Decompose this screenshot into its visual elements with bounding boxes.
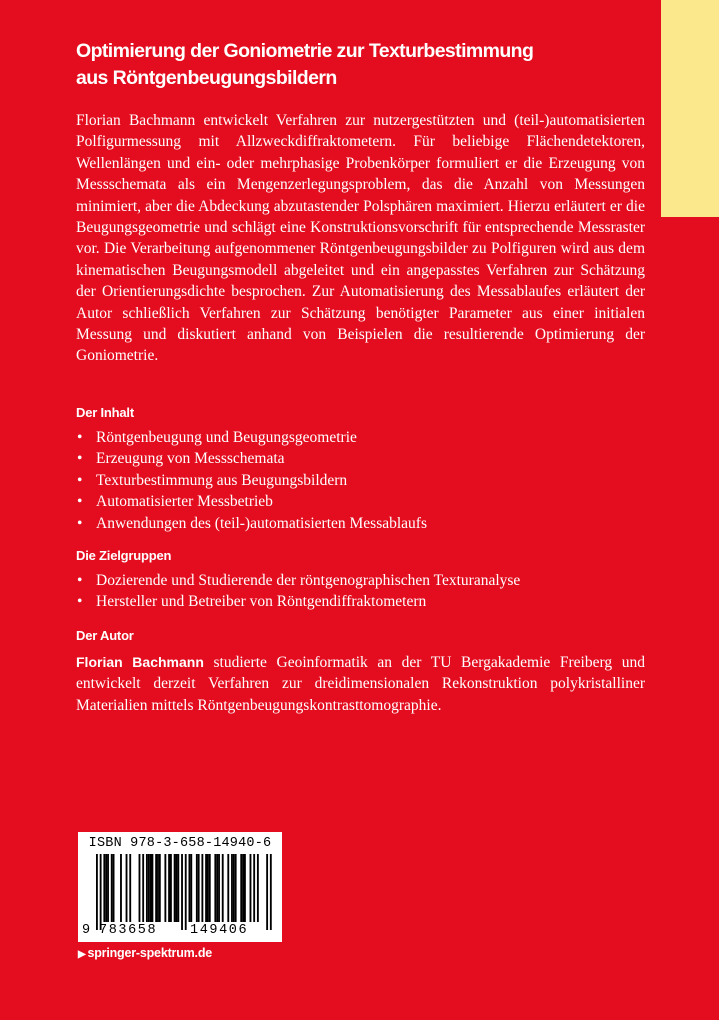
ean-left-digits: 783658 <box>99 923 158 938</box>
barcode-bar <box>105 854 107 922</box>
barcode-bar <box>100 854 102 930</box>
list-item: • Erzeugung von Messschemata <box>76 448 427 469</box>
barcode-bar <box>201 854 203 922</box>
barcode-bar <box>150 854 152 922</box>
barcode-bar <box>181 854 183 930</box>
audience-list <box>76 570 520 613</box>
barcode-bar <box>176 854 178 922</box>
barcode-bar <box>152 854 154 922</box>
barcode-bar <box>250 854 252 922</box>
barcode-bar <box>218 854 220 922</box>
barcode-bar <box>253 854 255 922</box>
barcode-bar <box>242 854 244 922</box>
content-list <box>76 427 427 534</box>
barcode-bar <box>227 854 229 922</box>
barcode-bar <box>190 854 192 922</box>
barcode-bar <box>159 854 161 922</box>
barcode-bar <box>233 854 235 922</box>
list-item: • Hersteller und Betreiber von Röntgendiffraktometern <box>76 591 520 612</box>
author-bio-text: studierte Geoinformatik an der TU Bergakademie Freiberg und entwickelt derzeit Verfahren zur dreidimensionalen Rekonstruktion polykristalliner Materialien mittels Röntgenbeugungskontrasttomographie. <box>76 654 645 714</box>
audience-heading: Die Zielgruppen <box>76 548 172 563</box>
author-bio <box>76 652 645 716</box>
barcode-bar <box>196 854 198 922</box>
title-line-2: aus Röntgenbeugungsbildern <box>76 67 337 89</box>
barcode-bar <box>207 854 209 922</box>
barcode-bar <box>189 854 191 922</box>
yellow-color-tab <box>661 0 719 217</box>
barcode-bar <box>240 854 242 922</box>
bullet-glyph: • <box>77 429 83 446</box>
barcode-bar <box>174 854 176 922</box>
list-item: • Automatisierter Messbetrieb <box>76 491 427 512</box>
barcode-bar <box>177 854 179 922</box>
barcode-bar <box>270 854 272 930</box>
author-name: Florian Bachmann <box>76 654 204 670</box>
author-heading: Der Autor <box>76 628 134 643</box>
isbn-label: ISBN 978-3-658-14940-6 <box>88 836 272 851</box>
barcode-bar <box>126 854 128 922</box>
barcode-bar <box>103 854 105 922</box>
book-description: Florian Bachmann entwickelt Verfahren zur nutzergestützten und (teil-)automatisierten Polfigurmessung mit Allzweckdiffraktometern. Für beliebige Flächendetektoren, Wellenlängen und ein- oder mehrphasige Probenkörper formuliert er die Erzeugung von Messschemata als ein Mengenzerlegungsproblem, das die Anzahl von Messungen minimiert, aber die Abdeckung abzutastender Polsphären maximiert. Hierzu erläutert er die Beugungsgeometrie und schlägt eine Konstruktionsvorschrift für entsprechende Messraster vor. Die Verarbeitung aufgenommener Röntgenbeugungsbilder zu Polfiguren wird aus dem kinematischen Beugungsmodell abgeleitet und ein angepasstes Verfahren zur Schätzung der Orientierungsdichte besprochen. Zur Automatisierung des Messablaufes erläutert der Autor schließlich Verfahren zur Schätzung benötigter Parameter aus einer initialen Messung und diskutiert anhand von Beispielen die resultierende Optimierung der Goniometrie. <box>76 112 645 365</box>
barcode-bar <box>222 854 224 922</box>
list-item: • Texturbestimmung aus Beugungsbildern <box>76 470 427 491</box>
list-item: • Anwendungen des (teil-)automatisierten Messablaufs <box>76 513 427 534</box>
barcode-bar <box>235 854 237 922</box>
barcode-bar <box>142 854 144 922</box>
ean-right-digits: 149406 <box>190 923 249 938</box>
arrow-right-icon: ▶ <box>78 949 86 960</box>
barcode-bar <box>111 854 113 922</box>
barcode-bar <box>231 854 233 922</box>
barcode-bar <box>209 854 211 922</box>
barcode-bar <box>129 854 131 922</box>
barcode-bar <box>244 854 246 922</box>
barcode-bar <box>107 854 109 922</box>
barcode-bar <box>170 854 172 922</box>
content-heading: Der Inhalt <box>76 405 134 420</box>
barcode-bar <box>139 854 141 922</box>
barcode-bar <box>155 854 157 922</box>
barcode-bar <box>146 854 148 922</box>
barcode-bar <box>198 854 200 922</box>
bullet-glyph: • <box>77 493 83 511</box>
barcode-bar <box>257 854 259 922</box>
bullet-glyph: • <box>77 593 83 611</box>
barcode-bar <box>96 854 98 930</box>
bullet-glyph: • <box>77 572 83 589</box>
barcode-bar <box>216 854 218 922</box>
isbn-barcode <box>78 832 282 942</box>
barcode-bar <box>205 854 207 922</box>
ean-first-digit: 9 <box>82 923 91 938</box>
barcode-bar <box>148 854 150 922</box>
barcode-bar <box>120 854 122 922</box>
bullet-glyph: • <box>77 471 83 489</box>
website-link[interactable] <box>78 946 212 960</box>
bullet-glyph: • <box>77 450 83 468</box>
title-line-1: Optimierung der Goniometrie zur Texturbestimmung <box>76 40 534 62</box>
barcode-bar <box>157 854 159 922</box>
book-title <box>76 38 636 92</box>
barcode-bar <box>113 854 115 922</box>
barcode-bar <box>185 854 187 930</box>
barcode-bar <box>168 854 170 922</box>
bullet-glyph: • <box>77 514 83 532</box>
list-item: • Dozierende und Studierende der röntgenographischen Texturanalyse <box>76 570 520 591</box>
barcode-bar <box>214 854 216 922</box>
list-item: • Röntgenbeugung und Beugungsgeometrie <box>76 427 427 448</box>
barcode-bar <box>164 854 166 922</box>
barcode-bar <box>266 854 268 930</box>
website-url: springer-spektrum.de <box>87 946 213 960</box>
